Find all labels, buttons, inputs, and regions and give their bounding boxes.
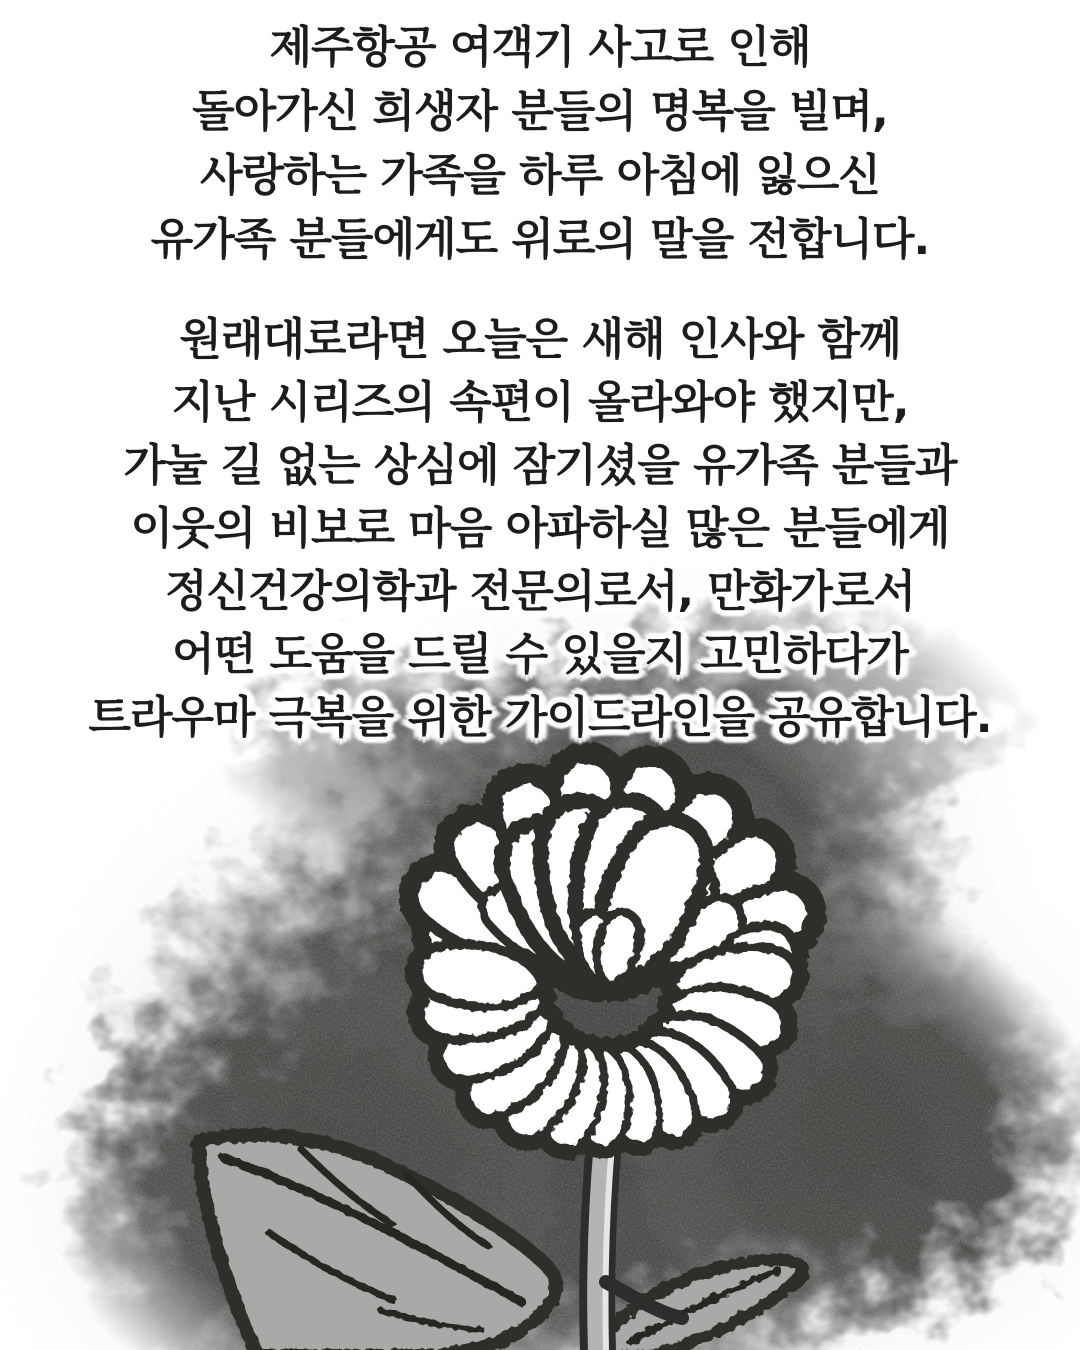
text-line: 어떤 도움을 드릴 수 있을지 고민하다가 xyxy=(172,629,908,680)
text-line: 원래대로라면 오늘은 새해 인사와 함께 xyxy=(179,314,901,365)
condolence-paragraph xyxy=(0,16,1080,272)
text-line: 지난 시리즈의 속편이 올라와야 했지만, xyxy=(171,377,909,428)
text-line: 제주항공 여객기 사고로 인해 xyxy=(269,22,811,73)
text-line: 정신건강의학과 전문의로서, 만화가로서 xyxy=(165,566,915,617)
text-line: 이웃의 비보로 마음 아파하실 많은 분들에게 xyxy=(130,503,950,554)
text-line: 사랑하는 가족을 하루 아침에 잃으신 xyxy=(200,150,880,201)
text-line: 트라우마 극복을 위한 가이드라인을 공유합니다. xyxy=(88,692,992,743)
text-line: 유가족 분들에게도 위로의 말을 전합니다. xyxy=(150,214,930,265)
announcement-paragraph xyxy=(0,308,1080,749)
text-line: 가눌 길 없는 상심에 잠기셨을 유가족 분들과 xyxy=(123,440,957,491)
text-line: 돌아가신 희생자 분들의 명복을 빌며, xyxy=(192,86,888,137)
